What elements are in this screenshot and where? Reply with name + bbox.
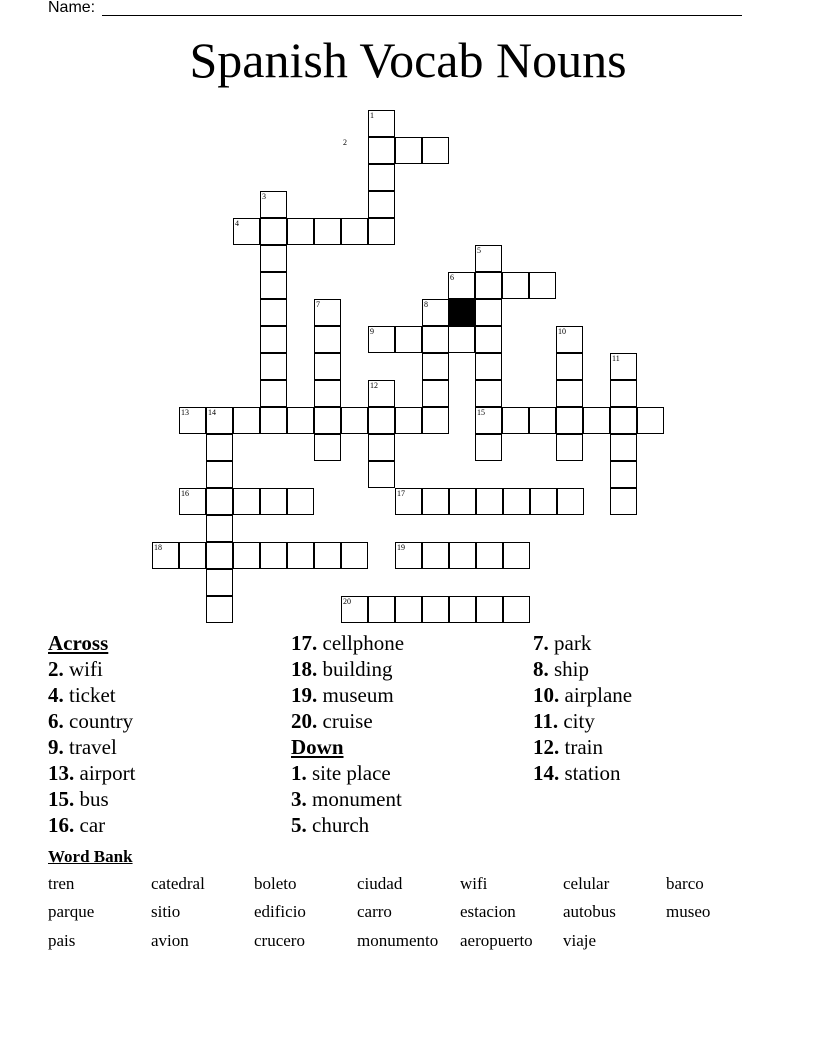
clue-number-label: 8.: [533, 657, 549, 681]
clue-text: building: [317, 657, 393, 681]
clue-number-label: 16.: [48, 813, 75, 837]
name-label: Name:: [48, 0, 96, 16]
down-heading: Down: [291, 735, 344, 759]
grid-cell[interactable]: [206, 569, 233, 596]
clue-text: church: [306, 813, 370, 837]
grid-cell[interactable]: [530, 488, 557, 515]
grid-cell[interactable]: [206, 515, 233, 542]
clue-number-label: 13.: [48, 761, 75, 785]
clue-number: 18: [154, 543, 162, 552]
grid-cell[interactable]: [368, 137, 395, 164]
word-bank-word: catedral: [151, 874, 205, 893]
grid-cell[interactable]: [368, 218, 395, 245]
clue-text: airport: [74, 761, 136, 785]
clue-item: [533, 682, 632, 708]
grid-cell[interactable]: [610, 407, 637, 434]
clue-text: airplane: [559, 683, 633, 707]
clue-text: site place: [306, 761, 391, 785]
clue-text: bus: [74, 787, 109, 811]
clue-item: [48, 734, 135, 760]
clue-number: 12: [370, 381, 378, 390]
clue-text: car: [74, 813, 106, 837]
clue-number: 15: [477, 408, 485, 417]
clue-item: [48, 760, 135, 786]
clue-number: 17: [397, 489, 405, 498]
grid-cell[interactable]: [395, 137, 422, 164]
down-clues-list-cont: [533, 630, 632, 786]
clue-item: [291, 682, 404, 708]
grid-cell[interactable]: [556, 380, 583, 407]
clue-number-label: 6.: [48, 709, 64, 733]
clue-item: [533, 656, 632, 682]
word-bank-word: parque: [48, 902, 95, 921]
grid-cell[interactable]: [475, 353, 502, 380]
clue-number-label: 10.: [533, 683, 560, 707]
grid-cell[interactable]: [557, 488, 584, 515]
grid-cell[interactable]: [422, 380, 449, 407]
word-bank-word: museo: [666, 902, 711, 921]
clue-text: city: [558, 709, 595, 733]
clue-text: wifi: [63, 657, 103, 681]
grid-cell[interactable]: [503, 596, 530, 623]
grid-cell[interactable]: [583, 407, 610, 434]
grid-cell[interactable]: [287, 488, 314, 515]
clue-item: [291, 708, 404, 734]
grid-cell[interactable]: [368, 434, 395, 461]
clue-number: 1: [370, 111, 374, 120]
clue-text: travel: [63, 735, 117, 759]
clue-number-label: 7.: [533, 631, 549, 655]
word-bank-title: Word Bank: [48, 847, 133, 866]
grid-cell[interactable]: [260, 542, 287, 569]
word-bank-word: sitio: [151, 902, 181, 921]
word-bank-word: autobus: [563, 902, 616, 921]
clue-item: [48, 656, 135, 682]
grid-cell[interactable]: [368, 407, 395, 434]
clue-number-label: 9.: [48, 735, 64, 759]
grid-cell[interactable]: [314, 434, 341, 461]
grid-cell[interactable]: [529, 407, 556, 434]
clue-item: [48, 708, 135, 734]
grid-cell[interactable]: [368, 164, 395, 191]
clue-number: 16: [181, 489, 189, 498]
grid-cell[interactable]: [448, 326, 475, 353]
grid-cell[interactable]: [637, 407, 664, 434]
clue-number-label: 2.: [48, 657, 64, 681]
grid-cell[interactable]: [475, 326, 502, 353]
grid-cell[interactable]: [206, 488, 233, 515]
grid-cell[interactable]: [395, 407, 422, 434]
word-bank-word: tren: [48, 874, 75, 893]
clue-item: [291, 630, 404, 656]
grid-cell[interactable]: [314, 326, 341, 353]
grid-cell[interactable]: [260, 272, 287, 299]
grid-cell[interactable]: [422, 596, 449, 623]
clue-item: [533, 630, 632, 656]
clue-number: 9: [370, 327, 374, 336]
clue-item: [291, 812, 404, 838]
clue-item: [48, 812, 135, 838]
clue-item: [291, 786, 404, 812]
grid-cell[interactable]: [314, 407, 341, 434]
word-bank-word: aeropuerto: [460, 931, 533, 950]
grid-cell[interactable]: [206, 461, 233, 488]
clue-number: 2: [343, 138, 347, 147]
grid-cell[interactable]: [287, 542, 314, 569]
grid-cell[interactable]: [233, 407, 260, 434]
grid-cell[interactable]: [610, 434, 637, 461]
clue-text: station: [559, 761, 621, 785]
grid-cell[interactable]: [206, 596, 233, 623]
down-clues-list: [291, 760, 404, 838]
clue-number: 8: [424, 300, 428, 309]
clue-number-label: 18.: [291, 657, 318, 681]
grid-cell[interactable]: [260, 380, 287, 407]
clue-text: cruise: [317, 709, 373, 733]
grid-cell[interactable]: [368, 596, 395, 623]
clue-column-3: [533, 630, 632, 786]
grid-cell[interactable]: [422, 353, 449, 380]
clue-column-1: [48, 630, 135, 838]
clue-item: [291, 760, 404, 786]
clue-number-label: 15.: [48, 787, 75, 811]
grid-cell[interactable]: [422, 488, 449, 515]
word-bank-word: edificio: [254, 902, 306, 921]
clue-text: cellphone: [317, 631, 405, 655]
grid-cell[interactable]: [502, 407, 529, 434]
grid-cell[interactable]: [260, 245, 287, 272]
clue-number: 13: [181, 408, 189, 417]
across-heading: Across: [48, 631, 109, 655]
word-bank-word: barco: [666, 874, 704, 893]
grid-cell[interactable]: [449, 542, 476, 569]
grid-cell[interactable]: [260, 326, 287, 353]
grid-cell[interactable]: [314, 218, 341, 245]
clue-number-label: 4.: [48, 683, 64, 707]
grid-cell[interactable]: [260, 353, 287, 380]
clue-number-label: 11.: [533, 709, 559, 733]
word-bank-word: wifi: [460, 874, 488, 893]
grid-cell[interactable]: [610, 488, 637, 515]
clue-number-label: 19.: [291, 683, 318, 707]
clue-number: 20: [343, 597, 351, 606]
clue-number: 19: [397, 543, 405, 552]
grid-cell[interactable]: [475, 380, 502, 407]
clue-item: [48, 682, 135, 708]
grid-cell[interactable]: [341, 542, 368, 569]
clue-item: [533, 760, 632, 786]
grid-cell[interactable]: [314, 542, 341, 569]
grid-cell[interactable]: [179, 542, 206, 569]
word-bank-word: pais: [48, 931, 76, 950]
clue-item: [533, 708, 632, 734]
grid-cell[interactable]: [502, 272, 529, 299]
clue-text: ticket: [63, 683, 116, 707]
grid-cell[interactable]: [206, 434, 233, 461]
grid-cell[interactable]: [206, 542, 233, 569]
clue-number-label: 1.: [291, 761, 307, 785]
page-title: Spanish Vocab Nouns: [189, 32, 627, 88]
grid-cell[interactable]: [395, 326, 422, 353]
clue-text: ship: [548, 657, 590, 681]
clue-number-label: 20.: [291, 709, 318, 733]
clue-number: 3: [262, 192, 266, 201]
grid-cell[interactable]: [475, 434, 502, 461]
grid-cell[interactable]: [476, 488, 503, 515]
clue-column-2: [291, 630, 404, 838]
word-bank-word: monumento: [357, 931, 439, 950]
clue-number: 7: [316, 300, 320, 309]
clue-number: 5: [477, 246, 481, 255]
grid-cell[interactable]: [287, 407, 314, 434]
grid-cell[interactable]: [260, 488, 287, 515]
grid-cell[interactable]: [422, 326, 449, 353]
grid-cell[interactable]: [341, 218, 368, 245]
clue-text: country: [63, 709, 134, 733]
word-bank-word: celular: [563, 874, 610, 893]
grid-cell[interactable]: [368, 191, 395, 218]
grid-cell[interactable]: [556, 407, 583, 434]
grid-cell[interactable]: [395, 596, 422, 623]
grid-cell[interactable]: [260, 407, 287, 434]
word-bank-word: avion: [151, 931, 189, 950]
word-bank-word: carro: [357, 902, 392, 921]
across-clues-list-cont: [291, 630, 404, 734]
grid-cell[interactable]: [556, 353, 583, 380]
grid-cell[interactable]: [476, 542, 503, 569]
grid-cell[interactable]: [233, 542, 260, 569]
word-bank-word: boleto: [254, 874, 297, 893]
clue-number: 10: [558, 327, 566, 336]
grid-cell[interactable]: [287, 218, 314, 245]
clue-text: museum: [317, 683, 394, 707]
clue-number: 4: [235, 219, 239, 228]
grid-cell[interactable]: [260, 218, 287, 245]
grid-cell[interactable]: [503, 542, 530, 569]
clue-number-label: 17.: [291, 631, 318, 655]
word-bank-word: viaje: [563, 931, 597, 950]
clue-number: 11: [612, 354, 620, 363]
grid-cell[interactable]: [260, 299, 287, 326]
grid-cell[interactable]: [475, 272, 502, 299]
grid-cell[interactable]: [610, 380, 637, 407]
word-bank-word: ciudad: [357, 874, 403, 893]
clue-number-label: 5.: [291, 813, 307, 837]
clue-item: [533, 734, 632, 760]
grid-cell[interactable]: [475, 299, 502, 326]
grid-cell[interactable]: [314, 380, 341, 407]
grid-cell[interactable]: [314, 353, 341, 380]
grid-cell[interactable]: [556, 434, 583, 461]
grid-cell[interactable]: [610, 461, 637, 488]
clue-item: [291, 656, 404, 682]
clue-number-label: 12.: [533, 735, 560, 759]
black-grid-cell: [448, 299, 475, 326]
clue-number-label: 3.: [291, 787, 307, 811]
grid-cell[interactable]: [422, 137, 449, 164]
grid-cell[interactable]: [449, 488, 476, 515]
grid-cell[interactable]: [341, 407, 368, 434]
grid-cell[interactable]: [529, 272, 556, 299]
grid-cell[interactable]: [233, 488, 260, 515]
clue-text: train: [559, 735, 603, 759]
grid-cell[interactable]: [422, 542, 449, 569]
grid-cell[interactable]: [503, 488, 530, 515]
clue-number-label: 14.: [533, 761, 560, 785]
across-clues-list: [48, 656, 135, 838]
grid-cell[interactable]: [449, 596, 476, 623]
clue-number: 14: [208, 408, 216, 417]
grid-cell[interactable]: [476, 596, 503, 623]
word-bank-word: estacion: [460, 902, 516, 921]
clue-number: 6: [450, 273, 454, 282]
clue-item: [48, 786, 135, 812]
clue-text: park: [548, 631, 592, 655]
grid-cell[interactable]: [368, 461, 395, 488]
word-bank-word: crucero: [254, 931, 305, 950]
clue-text: monument: [306, 787, 402, 811]
grid-cell[interactable]: [422, 407, 449, 434]
